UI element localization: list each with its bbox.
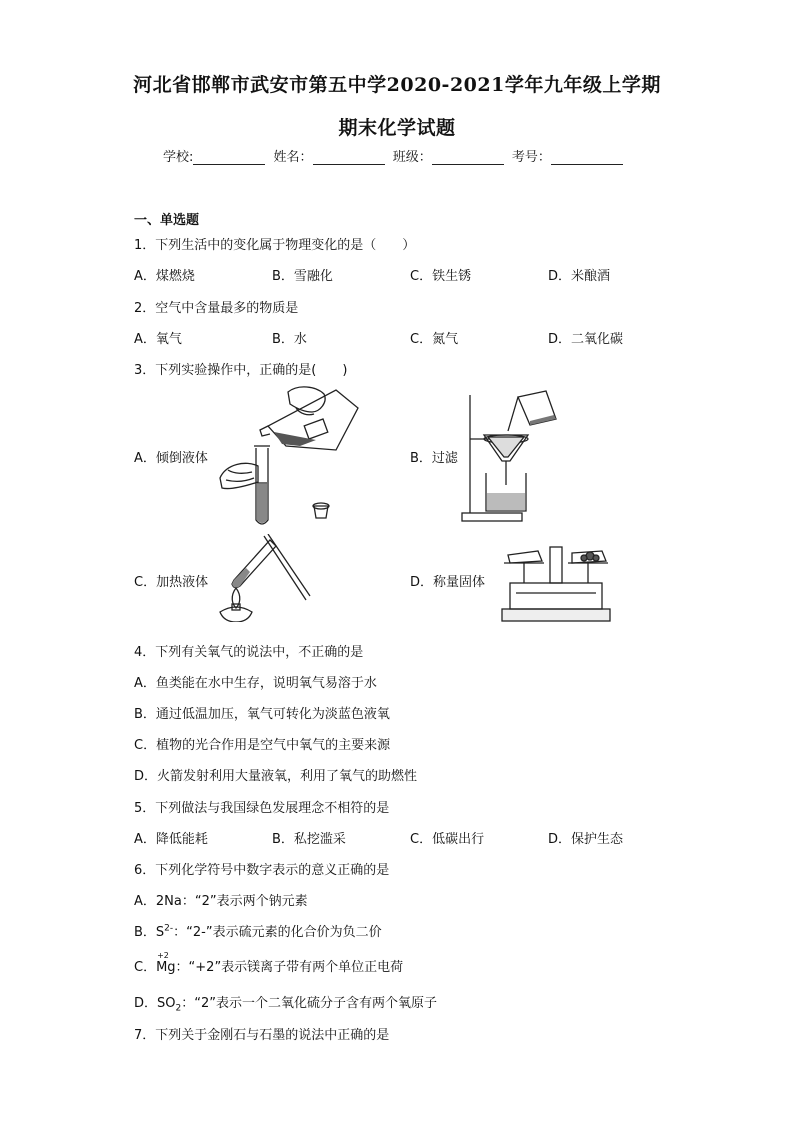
q7-stem: 7．下列关于金刚石与石墨的说法中正确的是 bbox=[134, 1028, 390, 1043]
q6-option-b-text: ：“2-”表示硫元素的化合价为负二价 bbox=[173, 925, 382, 940]
q1-option-a: A．煤燃烧 bbox=[134, 269, 195, 284]
name-blank bbox=[313, 150, 385, 165]
q4-option-c: C．植物的光合作用是空气中氧气的主要来源 bbox=[134, 738, 391, 753]
school-blank bbox=[193, 150, 265, 165]
q2-option-b: B．水 bbox=[272, 332, 307, 347]
q3-option-c: C．加热液体 bbox=[134, 575, 209, 590]
name-label: 姓名： bbox=[273, 150, 313, 165]
student-info-row bbox=[163, 146, 627, 165]
q2-stem: 2．空气中含量最多的物质是 bbox=[134, 301, 299, 316]
exam-title-line2: 期末化学试题 bbox=[338, 117, 456, 139]
q1-option-d: D．米酿酒 bbox=[548, 269, 611, 284]
q1-stem: 1．下列生活中的变化属于物理变化的是（ ） bbox=[134, 238, 416, 253]
q1-option-b: B．雪融化 bbox=[272, 269, 333, 284]
school-label: 学校: bbox=[163, 150, 194, 165]
q3-option-a: A．倾倒液体 bbox=[134, 451, 208, 466]
q6-option-b bbox=[134, 921, 382, 940]
q3-option-b: B．过滤 bbox=[410, 451, 458, 466]
q6-option-c-text: ：“+2”表示镁离子带有两个单位正电荷 bbox=[175, 960, 404, 975]
q3-option-d: D．称量固体 bbox=[410, 575, 486, 590]
q5-stem: 5．下列做法与我国绿色发展理念不相符的是 bbox=[134, 801, 390, 816]
class-blank bbox=[432, 150, 504, 165]
q2-option-c: C．氮气 bbox=[410, 332, 459, 347]
q6-option-b-superscript: 2- bbox=[164, 923, 174, 934]
pouring-liquid-figure bbox=[216, 378, 366, 528]
q4-option-b: B．通过低温加压，氧气可转化为淡蓝色液氧 bbox=[134, 707, 390, 722]
q6-option-c-prefix: C． bbox=[134, 960, 157, 975]
q4-option-d: D．火箭发射利用大量液氧，利用了氧气的助燃性 bbox=[134, 769, 418, 784]
q6-option-a-text: “2”表示两个钠元素 bbox=[194, 894, 308, 909]
q6-option-a-prefix: A．2Na： bbox=[134, 894, 195, 909]
q6-option-c-valence: +2 bbox=[157, 951, 169, 960]
q5-option-c: C．低碳出行 bbox=[410, 832, 485, 847]
q4-stem: 4．下列有关氧气的说法中，不正确的是 bbox=[134, 645, 364, 660]
q6-option-d bbox=[134, 992, 437, 1014]
q6-option-d-text: ：“2”表示一个二氧化硫分子含有两个氧原子 bbox=[181, 996, 437, 1011]
q6-option-a bbox=[134, 890, 308, 909]
exam-number-label: 考号： bbox=[511, 150, 551, 165]
exam-title-line1: 河北省邯郸市武安市第五中学2020-2021学年九年级上学期 bbox=[133, 74, 661, 96]
q5-option-b: B．私挖滥采 bbox=[272, 832, 346, 847]
q5-option-d: D．保护生态 bbox=[548, 832, 624, 847]
q6-option-d-prefix: D．SO bbox=[134, 996, 176, 1011]
q5-option-a: A．降低能耗 bbox=[134, 832, 208, 847]
q6-option-d-subscript: 2 bbox=[175, 1003, 182, 1014]
q3-stem: 3．下列实验操作中，正确的是( ) bbox=[134, 363, 348, 378]
q2-option-a: A．氧气 bbox=[134, 332, 182, 347]
q1-option-c: C．铁生锈 bbox=[410, 269, 472, 284]
q6-option-c-element: Mg bbox=[156, 960, 176, 975]
heating-liquid-figure bbox=[212, 534, 312, 622]
balance-figure bbox=[498, 543, 614, 623]
q2-option-d: D．二氧化碳 bbox=[548, 332, 624, 347]
q6-option-b-prefix: B．S bbox=[134, 925, 165, 940]
q4-option-a: A．鱼类能在水中生存，说明氧气易溶于水 bbox=[134, 676, 377, 691]
q6-option-c bbox=[134, 951, 404, 975]
q6-stem: 6．下列化学符号中数字表示的意义正确的是 bbox=[134, 863, 390, 878]
q6-option-c-symbol bbox=[156, 951, 176, 975]
filtration-figure bbox=[458, 385, 568, 525]
exam-number-blank bbox=[551, 150, 623, 165]
section-single-choice: 一、单选题 bbox=[134, 213, 200, 228]
class-label: 班级： bbox=[392, 150, 432, 165]
